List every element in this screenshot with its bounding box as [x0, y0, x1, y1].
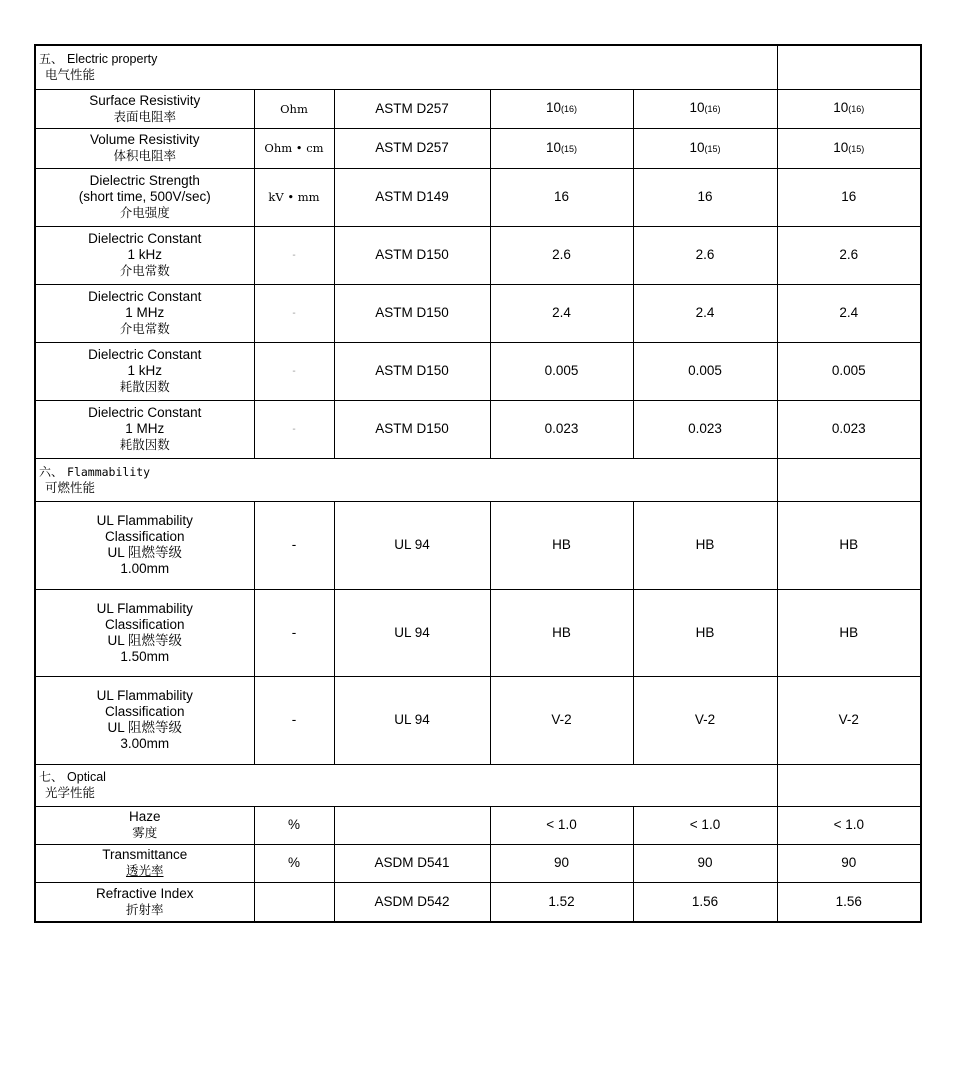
property-name-cell — [35, 284, 254, 342]
property-name-line: UL Flammability — [96, 513, 193, 528]
value: 0.005 — [544, 363, 579, 378]
test-method: ASTM D150 — [375, 421, 449, 436]
value-cell-1 — [490, 882, 633, 922]
section-empty-cell — [777, 45, 921, 89]
property-row — [35, 882, 921, 922]
value: 0.005 — [688, 363, 722, 378]
unit-value: % — [287, 817, 300, 832]
unit-cell — [254, 400, 334, 458]
value: 2.4 — [552, 305, 571, 320]
value-exponent: (15) — [848, 143, 865, 154]
value-cell-1 — [490, 284, 633, 342]
property-name-cell — [35, 882, 254, 922]
unit-cell — [254, 882, 334, 922]
value: 2.4 — [839, 305, 859, 320]
property-name-line: Refractive Index — [95, 885, 194, 901]
value: < 1.0 — [689, 817, 721, 832]
section-empty-cell — [777, 764, 921, 806]
value-cell-2 — [633, 882, 777, 922]
property-name-line: Classification — [104, 529, 185, 544]
unit-cell — [254, 342, 334, 400]
value-cell-2 — [633, 844, 777, 882]
property-name-line: UL 阻燃等级 — [107, 720, 182, 735]
unit-cell — [254, 844, 334, 882]
test-method: UL 94 — [394, 624, 430, 640]
property-name-cn: 介电常数 — [119, 321, 170, 336]
value: < 1.0 — [833, 817, 864, 832]
test-method-cell — [334, 128, 490, 168]
value: V-2 — [694, 712, 716, 727]
unit-cell — [254, 284, 334, 342]
value-cell-1 — [490, 226, 633, 284]
value-cell-3 — [777, 844, 921, 882]
value: 2.4 — [695, 305, 715, 320]
section-header-row — [35, 458, 921, 501]
unit-value: - — [292, 308, 296, 319]
value: 0.005 — [831, 363, 866, 378]
test-method: UL 94 — [394, 537, 430, 552]
value-exponent: (16) — [704, 104, 721, 114]
value: 10 — [545, 139, 561, 155]
section-title: Flammability — [67, 464, 151, 479]
property-row — [35, 676, 921, 764]
section-number: 五、 — [39, 52, 64, 67]
test-method: ASTM D150 — [375, 363, 449, 378]
value-cell-1 — [490, 501, 633, 589]
value-cell-3 — [777, 89, 921, 128]
property-name-line: 1 kHz — [127, 247, 162, 262]
property-row — [35, 342, 921, 400]
value: 0.023 — [544, 421, 579, 436]
value-cell-3 — [777, 284, 921, 342]
property-name-cell — [35, 89, 254, 128]
property-name-line: 1 kHz — [127, 363, 162, 378]
unit-value: % — [287, 855, 300, 870]
test-method-cell — [334, 284, 490, 342]
property-name-cn: 表面电阻率 — [113, 108, 176, 124]
value-cell-1 — [490, 589, 633, 676]
value-cell-3 — [777, 676, 921, 764]
value: 10 — [833, 100, 849, 115]
property-name-cn: 介电强度 — [119, 205, 170, 220]
test-method-cell — [334, 844, 490, 882]
section-title-cn: 电气性能 — [45, 67, 96, 83]
value: V-2 — [838, 712, 859, 727]
value-cell-3 — [777, 882, 921, 922]
test-method-cell — [334, 226, 490, 284]
section-title-cell — [35, 45, 777, 89]
value-exponent: (16) — [848, 104, 865, 114]
value: 16 — [553, 189, 570, 204]
property-name-cn: 耗散因数 — [119, 437, 170, 452]
value: HB — [695, 624, 715, 640]
unit-value: - — [291, 712, 297, 727]
value: 90 — [553, 855, 570, 870]
property-name-cell — [35, 226, 254, 284]
section-title-cn: 可燃性能 — [45, 479, 96, 495]
value: 0.023 — [688, 421, 722, 436]
value: 2.6 — [839, 247, 859, 262]
property-name-cell — [35, 342, 254, 400]
property-name-line: Dielectric Strength — [89, 173, 200, 188]
property-name-cn: 体积电阻率 — [113, 148, 176, 163]
property-row — [35, 400, 921, 458]
property-name-cell — [35, 676, 254, 764]
property-name-line: Dielectric Constant — [88, 289, 202, 304]
unit-value: - — [292, 366, 296, 377]
property-name-cell — [35, 589, 254, 676]
value-cell-1 — [490, 89, 633, 128]
property-name-cn: 介电常数 — [119, 263, 170, 278]
section-header-row — [35, 764, 921, 806]
value: V-2 — [551, 712, 572, 727]
property-name-line: UL 阻燃等级 — [107, 545, 182, 560]
value: 0.023 — [831, 421, 866, 436]
value-cell-1 — [490, 844, 633, 882]
value: 1.52 — [548, 893, 575, 909]
property-name-cell — [35, 128, 254, 168]
test-method: ASTM D150 — [375, 247, 449, 262]
unit-cell — [254, 89, 334, 128]
value: HB — [552, 537, 571, 552]
property-row — [35, 168, 921, 226]
property-name-line: Classification — [104, 704, 185, 719]
unit-cell — [254, 806, 334, 844]
value-cell-3 — [777, 501, 921, 589]
property-row — [35, 284, 921, 342]
test-method-cell — [334, 342, 490, 400]
property-row — [35, 844, 921, 882]
value-cell-1 — [490, 806, 633, 844]
section-title: Optical — [67, 770, 106, 784]
section-title: Electric property — [67, 52, 158, 67]
value: HB — [552, 624, 571, 640]
property-name-cell — [35, 400, 254, 458]
value-cell-3 — [777, 806, 921, 844]
value-exponent: (15) — [704, 143, 721, 154]
unit-value: - — [291, 624, 297, 640]
property-name-line: UL Flammability — [96, 600, 193, 616]
unit-cell — [254, 226, 334, 284]
unit-value: - — [292, 250, 296, 261]
value-cell-1 — [490, 342, 633, 400]
value-cell-1 — [490, 168, 633, 226]
value: 2.6 — [695, 247, 715, 262]
property-name-line: 1 MHz — [125, 305, 165, 320]
test-method-cell — [334, 676, 490, 764]
value: 10 — [833, 139, 849, 155]
test-method: ASDM D542 — [374, 893, 450, 909]
test-method-cell — [334, 168, 490, 226]
section-number: 七、 — [39, 770, 64, 784]
property-name-line: Classification — [104, 616, 185, 632]
test-method: ASTM D149 — [375, 189, 449, 204]
value: 10 — [689, 100, 705, 115]
test-method-cell — [334, 589, 490, 676]
value-cell-2 — [633, 128, 777, 168]
value-cell-2 — [633, 226, 777, 284]
property-name-cn: 透光率 — [125, 863, 164, 878]
section-title-cell — [35, 764, 777, 806]
property-name-line: Transmittance — [102, 847, 188, 862]
value-cell-3 — [777, 342, 921, 400]
section-header-row — [35, 45, 921, 89]
property-table — [34, 44, 922, 923]
unit-value: Ohm • cm — [264, 141, 324, 155]
property-name-line: 1.50mm — [120, 648, 170, 664]
section-title-cn: 光学性能 — [45, 785, 96, 800]
unit-value: Ohm — [280, 101, 308, 116]
test-method: ASTM D257 — [375, 140, 449, 155]
property-name-line: (short time, 500V/sec) — [78, 189, 211, 204]
section-number: 六、 — [39, 464, 64, 479]
value-cell-3 — [777, 168, 921, 226]
property-name-line: Dielectric Constant — [88, 405, 202, 420]
value: HB — [839, 537, 859, 552]
test-method: UL 94 — [394, 712, 430, 727]
value: HB — [839, 624, 859, 640]
property-name-cell — [35, 844, 254, 882]
value: 90 — [697, 855, 713, 870]
value: 1.56 — [691, 893, 719, 909]
property-row — [35, 128, 921, 168]
unit-cell — [254, 676, 334, 764]
value-cell-3 — [777, 128, 921, 168]
value-exponent: (15) — [561, 143, 578, 154]
unit-cell — [254, 128, 334, 168]
property-row — [35, 226, 921, 284]
test-method-cell — [334, 501, 490, 589]
value: < 1.0 — [546, 817, 577, 832]
test-method: ASTM D257 — [375, 100, 449, 116]
value: 2.6 — [552, 247, 571, 262]
value: 90 — [841, 855, 857, 870]
unit-value: - — [292, 424, 296, 435]
property-name-line: 1 MHz — [125, 421, 165, 436]
test-method-cell — [334, 806, 490, 844]
unit-cell — [254, 168, 334, 226]
value-cell-3 — [777, 400, 921, 458]
property-name-line: 3.00mm — [120, 736, 170, 751]
property-row — [35, 501, 921, 589]
value-cell-2 — [633, 168, 777, 226]
property-row — [35, 89, 921, 128]
property-name-cell — [35, 501, 254, 589]
test-method: ASTM D150 — [375, 305, 449, 320]
test-method-cell — [334, 882, 490, 922]
property-name-cn: 雾度 — [132, 825, 158, 840]
property-name-line: Dielectric Constant — [88, 231, 202, 246]
value-exponent: (16) — [561, 104, 578, 114]
unit-cell — [254, 501, 334, 589]
value: 10 — [689, 139, 705, 155]
unit-cell — [254, 589, 334, 676]
value-cell-1 — [490, 400, 633, 458]
value-cell-2 — [633, 342, 777, 400]
value: 1.56 — [835, 893, 862, 909]
value-cell-3 — [777, 226, 921, 284]
value-cell-2 — [633, 284, 777, 342]
unit-value: kV • mm — [268, 190, 320, 204]
value-cell-2 — [633, 400, 777, 458]
unit-value: - — [291, 537, 297, 552]
value-cell-2 — [633, 676, 777, 764]
test-method-cell — [334, 400, 490, 458]
property-name-line: Surface Resistivity — [89, 92, 201, 108]
test-method-cell — [334, 89, 490, 128]
value-cell-3 — [777, 589, 921, 676]
property-name-cell — [35, 806, 254, 844]
value: 10 — [545, 100, 561, 115]
property-name-line: Dielectric Constant — [88, 347, 202, 362]
property-name-line: UL Flammability — [96, 688, 193, 703]
value: 16 — [841, 189, 857, 204]
value: HB — [695, 537, 715, 552]
section-title-cell — [35, 458, 777, 501]
section-empty-cell — [777, 458, 921, 501]
test-method: ASDM D541 — [374, 855, 450, 870]
value: 16 — [697, 189, 713, 204]
property-name-line: 1.00mm — [120, 561, 170, 576]
property-row — [35, 589, 921, 676]
value-cell-2 — [633, 89, 777, 128]
property-name-cell — [35, 168, 254, 226]
property-name-line: Volume Resistivity — [89, 132, 200, 147]
value-cell-1 — [490, 128, 633, 168]
property-name-cn: 耗散因数 — [119, 379, 170, 394]
property-name-cn: 折射率 — [125, 901, 164, 917]
property-row — [35, 806, 921, 844]
property-name-line: Haze — [128, 809, 161, 824]
value-cell-2 — [633, 501, 777, 589]
value-cell-2 — [633, 589, 777, 676]
value-cell-2 — [633, 806, 777, 844]
property-name-line: UL 阻燃等级 — [107, 632, 182, 648]
value-cell-1 — [490, 676, 633, 764]
